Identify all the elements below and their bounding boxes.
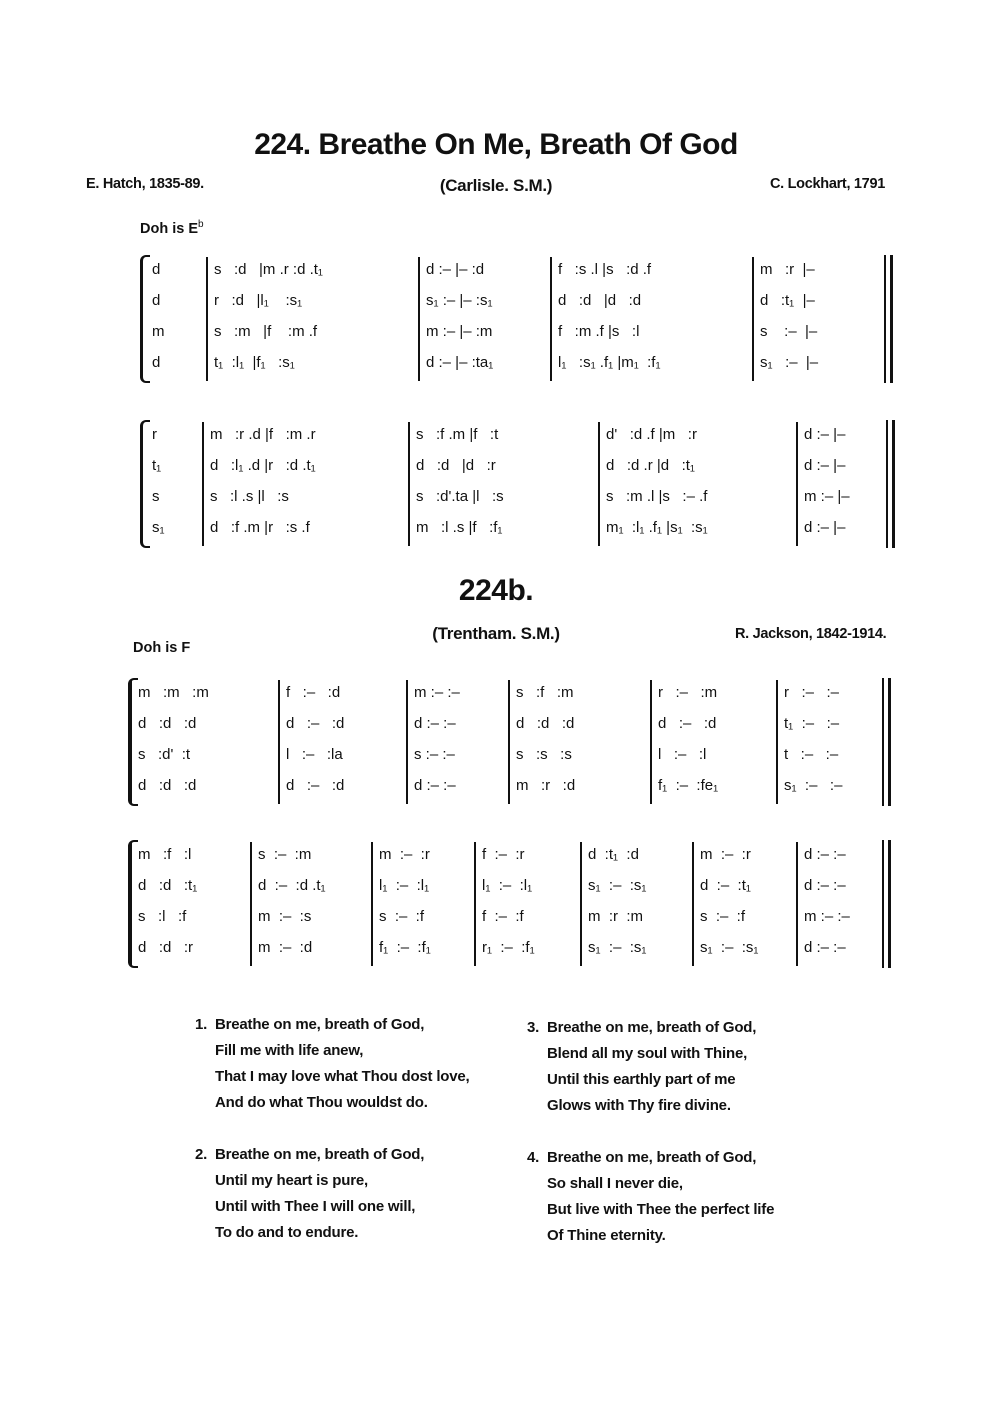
hymn-b-tune: (Trentham. S.M.) bbox=[432, 624, 560, 643]
verse-line: Glows with Thy fire divine. bbox=[547, 1097, 731, 1114]
solfa-cell: m :l .s |f :f₁ bbox=[416, 519, 503, 536]
solfa-cell: s :l .s |l :s bbox=[210, 488, 289, 505]
verse-line: Until with Thee I will one will, bbox=[215, 1198, 416, 1215]
solfa-cell: s₁ :– |– bbox=[760, 354, 819, 371]
solfa-cell: d :d |d :d bbox=[558, 292, 642, 309]
measure-bar bbox=[776, 680, 778, 804]
verse-number: 1. bbox=[195, 1016, 208, 1033]
measure-bar bbox=[796, 842, 798, 966]
solfa-cell: d :l₁ .d |r :d .t₁ bbox=[210, 457, 316, 474]
solfa-cell: r :– :– bbox=[784, 684, 840, 701]
solfa-cell: s₁ :– |– :s₁ bbox=[426, 292, 493, 309]
solfa-cell: d :d .r |d :t₁ bbox=[606, 457, 695, 474]
solfa-cell: d :– :t₁ bbox=[700, 877, 751, 894]
solfa-cell: m :– :– bbox=[804, 908, 850, 925]
solfa-cell: d :– :d bbox=[286, 715, 345, 732]
verse-4 bbox=[527, 1145, 827, 1249]
final-barline bbox=[888, 678, 891, 806]
measure-bar bbox=[130, 842, 132, 966]
solfa-cell: m :r |– bbox=[760, 261, 815, 278]
verse-line: Until this earthly part of me bbox=[547, 1071, 736, 1088]
solfa-cell: d :– :– bbox=[804, 846, 846, 863]
hymn-title: 224. Breathe On Me, Breath Of God bbox=[254, 128, 738, 161]
verse-line: But live with Thee the perfect life bbox=[547, 1201, 775, 1218]
hymn-b-composer: R. Jackson, 1842-1914. bbox=[735, 626, 887, 642]
solfa-cell: d :d :d bbox=[138, 715, 197, 732]
solfa-cell: s :f .m |f :t bbox=[416, 426, 499, 443]
measure-bar bbox=[130, 680, 132, 804]
final-barline bbox=[884, 255, 886, 383]
solfa-cell: d :– :– bbox=[804, 939, 846, 956]
verse-2 bbox=[195, 1142, 495, 1246]
solfa-cell: d :– :d bbox=[286, 777, 345, 794]
measure-bar bbox=[206, 257, 208, 381]
verses-right bbox=[527, 1015, 827, 1275]
solfa-cell: s₁ :– :s₁ bbox=[700, 939, 759, 956]
solfa-cell: d :d :d bbox=[138, 777, 197, 794]
measure-bar bbox=[371, 842, 373, 966]
solfa-cell: f :– :d bbox=[286, 684, 341, 701]
solfa-cell: d :– :d .t₁ bbox=[258, 877, 326, 894]
solfa-cell: t₁ :– :– bbox=[784, 715, 840, 732]
solfa-cell: m :m :m bbox=[138, 684, 209, 701]
verse-line: Breathe on me, breath of God, bbox=[547, 1149, 757, 1166]
measure-bar bbox=[406, 680, 408, 804]
solfa-cell: f₁ :– :f₁ bbox=[379, 939, 431, 956]
solfa-cell: s :s :s bbox=[516, 746, 572, 763]
solfa-cell: m :– :r bbox=[700, 846, 751, 863]
solfa-cell: d bbox=[152, 261, 161, 278]
verse-number: 3. bbox=[527, 1019, 540, 1036]
verse-line: Breathe on me, breath of God, bbox=[215, 1016, 425, 1033]
measure-bar bbox=[550, 257, 552, 381]
measure-bar bbox=[752, 257, 754, 381]
solfa-cell: s :– |– bbox=[760, 323, 818, 340]
solfa-cell: l₁ :– :l₁ bbox=[379, 877, 430, 894]
solfa-cell: s :m .l |s :– .f bbox=[606, 488, 708, 505]
verse-line: To do and to endure. bbox=[215, 1224, 359, 1241]
solfa-cell: t₁ :l₁ |f₁ :s₁ bbox=[214, 354, 295, 371]
measure-bar bbox=[508, 680, 510, 804]
solfa-cell: r :d |l₁ :s₁ bbox=[214, 292, 303, 309]
solfa-cell: m :– :d bbox=[258, 939, 313, 956]
solfa-cell: m₁ :l₁ .f₁ |s₁ :s₁ bbox=[606, 519, 708, 536]
solfa-cell: m :r :d bbox=[516, 777, 576, 794]
verse-line: Until my heart is pure, bbox=[215, 1172, 368, 1189]
solfa-cell: s :f :m bbox=[516, 684, 574, 701]
solfa-cell: s :d |m .r :d .t₁ bbox=[214, 261, 323, 278]
system-brace bbox=[140, 255, 150, 383]
measure-bar bbox=[250, 842, 252, 966]
verse-line: And do what Thou wouldst do. bbox=[215, 1094, 428, 1111]
solfa-cell: d :d |d :r bbox=[416, 457, 496, 474]
solfa-cell: d :d :d bbox=[516, 715, 575, 732]
solfa-cell: m bbox=[152, 323, 165, 340]
system-brace bbox=[140, 420, 150, 548]
measure-bar bbox=[598, 422, 600, 546]
solfa-cell: m :– |– :m bbox=[426, 323, 493, 340]
solfa-cell: s bbox=[152, 488, 160, 505]
solfa-cell: l₁ :s₁ .f₁ |m₁ :f₁ bbox=[558, 354, 661, 371]
measure-bar bbox=[202, 422, 204, 546]
flat-sign: b bbox=[198, 219, 204, 230]
solfa-cell: m :r .d |f :m .r bbox=[210, 426, 316, 443]
solfa-cell: m :r :m bbox=[588, 908, 643, 925]
verse-number: 2. bbox=[195, 1146, 208, 1163]
score-system-1 bbox=[140, 255, 900, 383]
solfa-cell: s :l :f bbox=[138, 908, 187, 925]
measure-bar bbox=[796, 422, 798, 546]
solfa-cell: r bbox=[152, 426, 157, 443]
solfa-cell: s :– :– bbox=[414, 746, 455, 763]
solfa-cell: t₁ bbox=[152, 457, 162, 474]
solfa-cell: f :– :f bbox=[482, 908, 524, 925]
solfa-cell: m :– :r bbox=[379, 846, 430, 863]
verse-line: That I may love what Thou dost love, bbox=[215, 1068, 470, 1085]
measure-bar bbox=[650, 680, 652, 804]
solfa-cell: l :– :l bbox=[658, 746, 707, 763]
hymn-composer: C. Lockhart, 1791 bbox=[770, 176, 885, 192]
verse-1 bbox=[195, 1012, 495, 1116]
solfa-cell: d bbox=[152, 354, 161, 371]
solfa-cell: m :– |– bbox=[804, 488, 850, 505]
final-barline bbox=[882, 678, 884, 806]
solfa-cell: s :m |f :m .f bbox=[214, 323, 318, 340]
solfa-cell: f :– :r bbox=[482, 846, 525, 863]
verse-line: Breathe on me, breath of God, bbox=[547, 1019, 757, 1036]
score-system-2 bbox=[140, 420, 900, 548]
final-barline bbox=[890, 255, 893, 383]
verse-3 bbox=[527, 1015, 827, 1119]
solfa-cell: d :d :t₁ bbox=[138, 877, 198, 894]
hymn-tune: (Carlisle. S.M.) bbox=[439, 176, 553, 195]
solfa-cell: d' :d .f |m :r bbox=[606, 426, 697, 443]
measure-bar bbox=[580, 842, 582, 966]
solfa-cell: d :d :r bbox=[138, 939, 194, 956]
solfa-cell: s :– :f bbox=[379, 908, 425, 925]
solfa-cell: d :– :d bbox=[658, 715, 717, 732]
final-barline bbox=[882, 840, 884, 968]
measure-bar bbox=[278, 680, 280, 804]
solfa-cell: d bbox=[152, 292, 161, 309]
solfa-cell: d :– |– bbox=[804, 519, 846, 536]
solfa-cell: s₁ :– :– bbox=[784, 777, 843, 794]
solfa-cell: d :– :– bbox=[414, 777, 456, 794]
hymn-b-title: 224b. bbox=[458, 574, 534, 607]
solfa-cell: d :– :– bbox=[414, 715, 456, 732]
hymn-key: Doh is $E^b$ bbox=[140, 219, 204, 237]
solfa-cell: r :– :m bbox=[658, 684, 718, 701]
solfa-cell: f :s .l |s :d .f bbox=[558, 261, 652, 278]
final-barline bbox=[888, 840, 891, 968]
solfa-cell: s₁ bbox=[152, 519, 165, 536]
solfa-cell: r₁ :– :f₁ bbox=[482, 939, 535, 956]
solfa-cell: d :– |– bbox=[804, 457, 846, 474]
solfa-cell: s :– :f bbox=[700, 908, 746, 925]
solfa-cell: d :– |– :d bbox=[426, 261, 485, 278]
measure-bar bbox=[692, 842, 694, 966]
solfa-cell: f :m .f |s :l bbox=[558, 323, 640, 340]
verse-number: 4. bbox=[527, 1149, 540, 1166]
solfa-cell: s :– :m bbox=[258, 846, 312, 863]
solfa-cell: d :f .m |r :s .f bbox=[210, 519, 310, 536]
solfa-cell: l₁ :– :l₁ bbox=[482, 877, 533, 894]
measure-bar bbox=[418, 257, 420, 381]
hymn-b-key: Doh is F bbox=[133, 640, 191, 656]
verse-line: So shall I never die, bbox=[547, 1175, 683, 1192]
verses-left bbox=[195, 1012, 495, 1272]
score-b-system-2 bbox=[128, 840, 894, 968]
solfa-cell: m :– :s bbox=[258, 908, 312, 925]
solfa-cell: d :t₁ :d bbox=[588, 846, 639, 863]
solfa-cell: t :– :– bbox=[784, 746, 839, 763]
measure-bar bbox=[474, 842, 476, 966]
solfa-cell: l :– :la bbox=[286, 746, 343, 763]
hymn-author: E. Hatch, 1835-89. bbox=[86, 176, 204, 192]
solfa-cell: d :– :– bbox=[804, 877, 846, 894]
final-barline bbox=[892, 420, 895, 548]
solfa-cell: s₁ :– :s₁ bbox=[588, 939, 647, 956]
solfa-cell: d :t₁ |– bbox=[760, 292, 815, 309]
solfa-cell: d :– |– :ta₁ bbox=[426, 354, 494, 371]
verse-line: Breathe on me, breath of God, bbox=[215, 1146, 425, 1163]
verse-line: Blend all my soul with Thine, bbox=[547, 1045, 748, 1062]
solfa-cell: s₁ :– :s₁ bbox=[588, 877, 647, 894]
solfa-cell: m :f :l bbox=[138, 846, 192, 863]
solfa-cell: s :d' :t bbox=[138, 746, 191, 763]
solfa-cell: m :– :– bbox=[414, 684, 460, 701]
score-b-system-1 bbox=[128, 678, 894, 806]
verse-line: Fill me with life anew, bbox=[215, 1042, 364, 1059]
final-barline bbox=[886, 420, 888, 548]
solfa-cell: f₁ :– :fe₁ bbox=[658, 777, 719, 794]
measure-bar bbox=[408, 422, 410, 546]
verse-line: Of Thine eternity. bbox=[547, 1227, 666, 1244]
solfa-cell: d :– |– bbox=[804, 426, 846, 443]
solfa-cell: s :d'.ta |l :s bbox=[416, 488, 504, 505]
